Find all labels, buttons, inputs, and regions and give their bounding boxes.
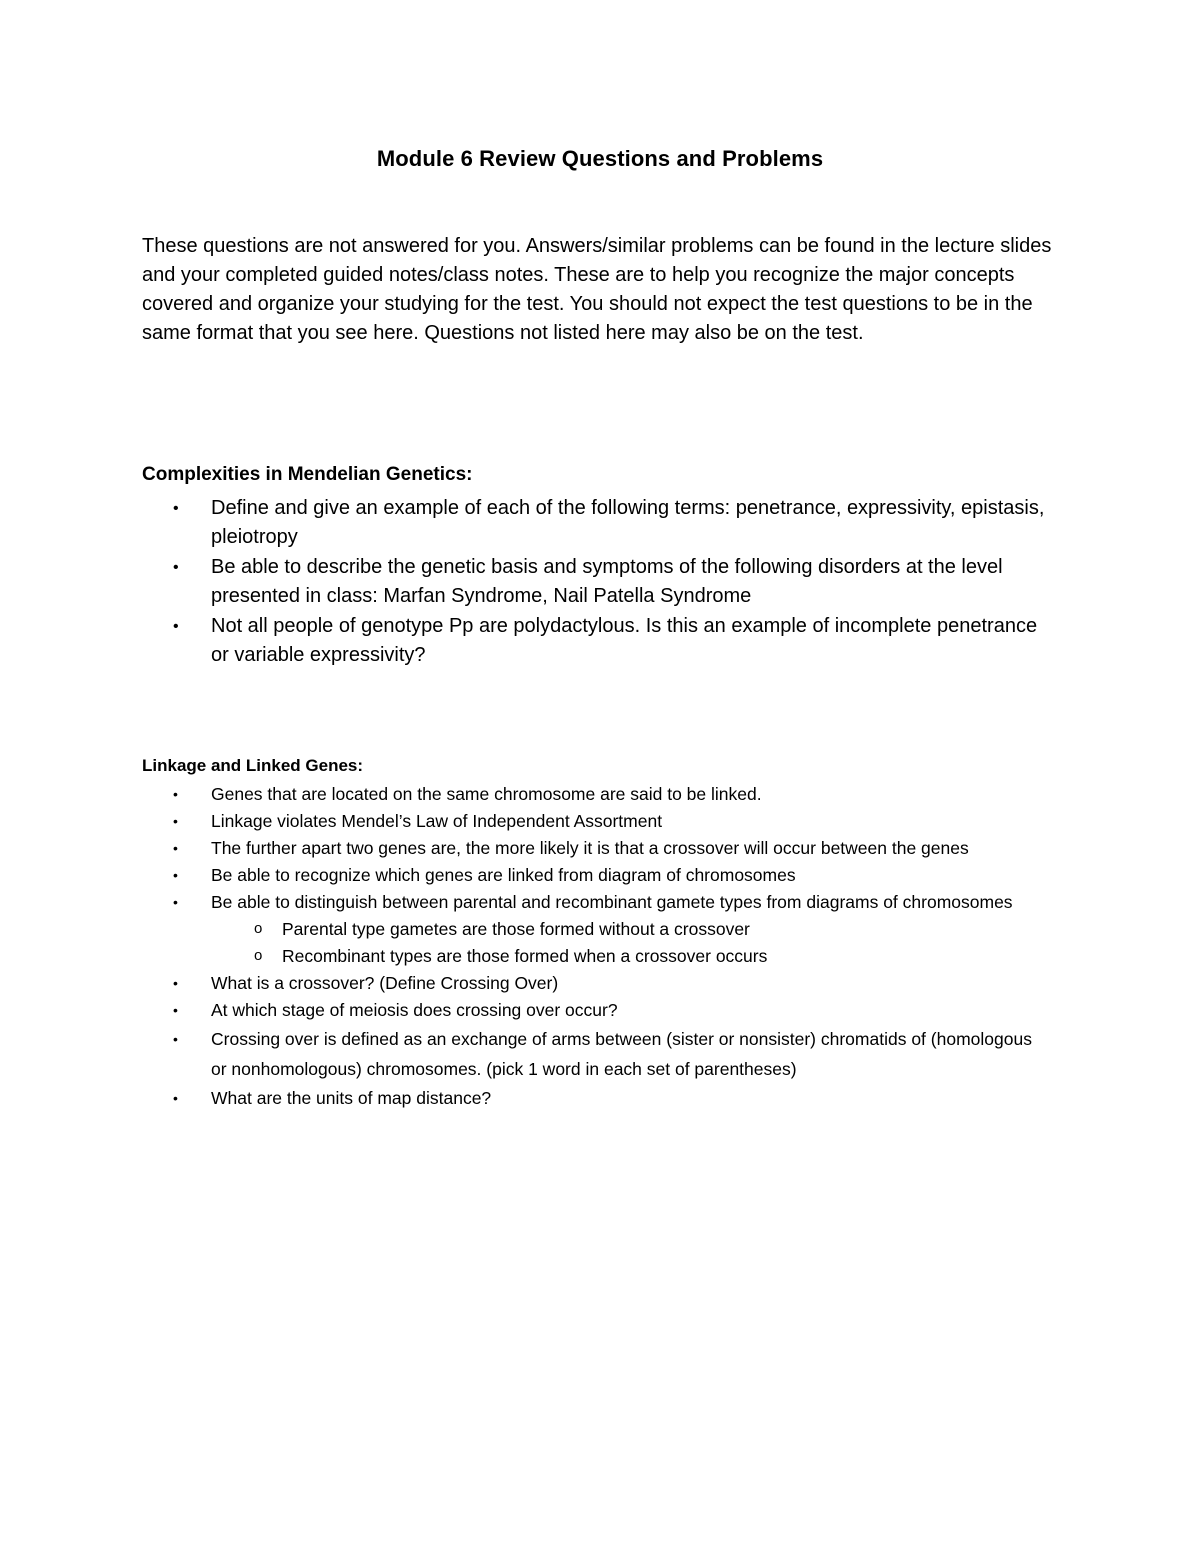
list-item <box>0 553 1051 611</box>
list-item <box>0 1085 1051 1111</box>
bullet-icon: • <box>173 618 179 635</box>
list-item <box>0 494 1051 552</box>
list-item-text: Be able to describe the genetic basis and symptoms of the following disorders at the level presented in class: Marfan Syndrome, Nail Patella Syndrome <box>211 556 1003 607</box>
bullet-icon: • <box>173 559 179 576</box>
sub-list-item <box>0 916 1052 942</box>
document-title: Module 6 Review Questions and Problems <box>376 146 824 171</box>
intro-paragraph: These questions are not answered for you. Answers/similar problems can be found in the lecture slides and your completed guided notes/class notes. These are to help you recognize the major concepts covered and organize your studying for the test. You should not expect the test questions to be in the same format that you see here. Questions not listed here may also be on the test. <box>142 235 1052 344</box>
list-item <box>0 612 1051 670</box>
list-item-text: What are the units of map distance? <box>211 1088 492 1108</box>
list-item-text: Be able to distinguish between parental and recombinant gamete types from diagrams of chromosomes <box>211 892 1013 912</box>
bullet-icon: • <box>173 1002 178 1018</box>
section-heading-linkage: Linkage and Linked Genes: <box>142 756 364 775</box>
bullet-icon: • <box>173 1090 178 1106</box>
list-item <box>0 997 1051 1023</box>
bullet-icon: • <box>173 867 178 883</box>
list-item <box>0 835 1051 861</box>
list-item <box>0 1024 1051 1084</box>
list-item-text: Parental type gametes are those formed without a crossover <box>282 919 750 939</box>
list-item <box>0 781 1051 807</box>
bullet-icon: • <box>173 840 178 856</box>
bullet-icon: • <box>173 786 178 802</box>
list-item <box>0 808 1051 834</box>
list-item-text: Define and give an example of each of the following terms: penetrance, expressivity, epistasis, pleiotropy <box>211 497 1045 548</box>
list-item-text: What is a crossover? (Define Crossing Over) <box>211 973 559 993</box>
bullet-icon: • <box>173 1031 178 1047</box>
list-item-text: Linkage violates Mendel’s Law of Independent Assortment <box>211 811 663 831</box>
list-item-text: Be able to recognize which genes are linked from diagram of chromosomes <box>211 865 796 885</box>
bullet-icon: • <box>173 813 178 829</box>
bullet-icon: • <box>173 500 179 517</box>
list-item-text: Recombinant types are those formed when a crossover occurs <box>282 946 768 966</box>
bullet-icon: • <box>173 894 178 910</box>
sub-list-item <box>0 943 1052 969</box>
list-item <box>0 970 1051 996</box>
section-heading-mendelian: Complexities in Mendelian Genetics: <box>142 464 473 485</box>
list-item-text: At which stage of meiosis does crossing over occur? <box>211 1000 618 1020</box>
list-item-text: Crossing over is defined as an exchange of arms between (sister or nonsister) chromatids of (homologous or nonhomologous) chromosomes. (pick 1 word in each set of parentheses) <box>211 1029 1032 1079</box>
linkage-list <box>0 781 1052 1112</box>
list-item <box>0 862 1051 888</box>
list-item-text: Not all people of genotype Pp are polydactylous. Is this an example of incomplete penetrance or variable expressivity? <box>211 615 1038 666</box>
list-item <box>0 889 1051 915</box>
circle-bullet-icon: o <box>254 920 263 937</box>
mendelian-list <box>0 494 1051 671</box>
list-item-text: Genes that are located on the same chromosome are said to be linked. <box>211 784 762 804</box>
circle-bullet-icon: o <box>254 947 263 964</box>
bullet-icon: • <box>173 975 178 991</box>
list-item-text: The further apart two genes are, the more likely it is that a crossover will occur between the genes <box>211 838 969 858</box>
